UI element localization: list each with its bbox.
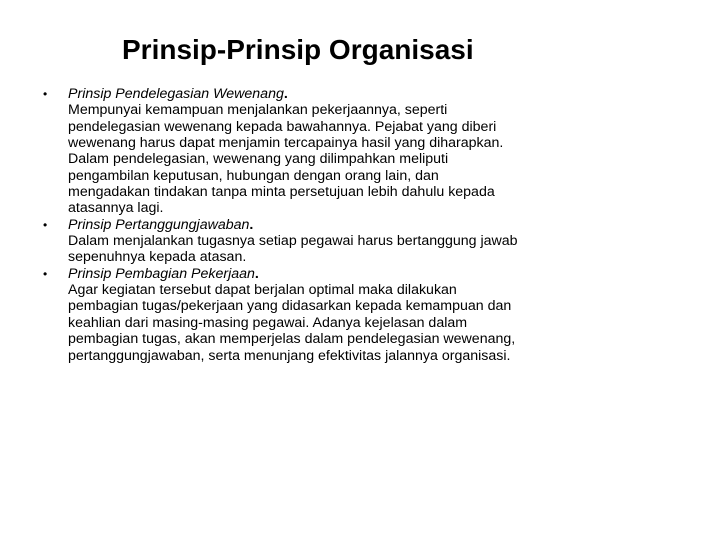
- bullet-heading: Prinsip Pendelegasian Wewenang.: [68, 86, 288, 102]
- bullet-item-division-of-work: [0, 266, 598, 364]
- bullet-body-line: pendelegasian wewenang kepada bawahannya. Pejabat yang diberi: [68, 118, 497, 135]
- bullet-body-line: wewenang harus dapat menjamin tercapainya hasil yang diharapkan.: [68, 135, 504, 152]
- bullet-body-line: mengadakan tindakan tanpa minta persetujuan lebih dahulu kepada: [68, 184, 495, 201]
- bullet-body-line: Agar kegiatan tersebut dapat berjalan optimal maka dilakukan: [68, 282, 457, 299]
- bullet-heading: Prinsip Pertanggungjawaban.: [68, 216, 254, 233]
- bullet-heading: Prinsip Pembagian Pekerjaan.: [68, 265, 259, 282]
- bullet-item-delegation: [0, 86, 598, 217]
- bullet-icon: •: [43, 217, 48, 232]
- bullet-body-line: pembagian tugas/pekerjaan yang didasarkan kepada kemampuan dan: [68, 298, 512, 315]
- bullet-body-line: keahlian dari masing-masing pegawai. Adanya kejelasan dalam: [68, 314, 468, 331]
- bullet-body-line: Dalam pendelegasian, wewenang yang dilimpahkan meliputi: [68, 151, 449, 168]
- bullet-body-line: sepenuhnya kepada atasan.: [68, 249, 247, 266]
- bullet-body-line: Mempunyai kemampuan menjalankan pekerjaannya, seperti: [68, 102, 448, 119]
- bullet-body-line: pertanggungjawaban, serta menunjang efektivitas jalannya organisasi.: [68, 347, 511, 364]
- bullet-body-line: pengambilan keputusan, hubungan dengan orang lain, dan: [68, 167, 439, 184]
- bullet-body-line: pembagian tugas, akan memperjelas dalam pendelegasian wewenang,: [68, 331, 516, 348]
- bullet-icon: •: [43, 87, 48, 101]
- bullet-list: [0, 86, 720, 364]
- slide-title: Prinsip-Prinsip Organisasi: [122, 34, 474, 65]
- bullet-item-accountability: [0, 217, 598, 266]
- bullet-body-line: Dalam menjalankan tugasnya setiap pegawai harus bertanggung jawab: [68, 233, 518, 250]
- bullet-icon: •: [43, 266, 48, 281]
- bullet-body-line: atasannya lagi.: [68, 200, 164, 217]
